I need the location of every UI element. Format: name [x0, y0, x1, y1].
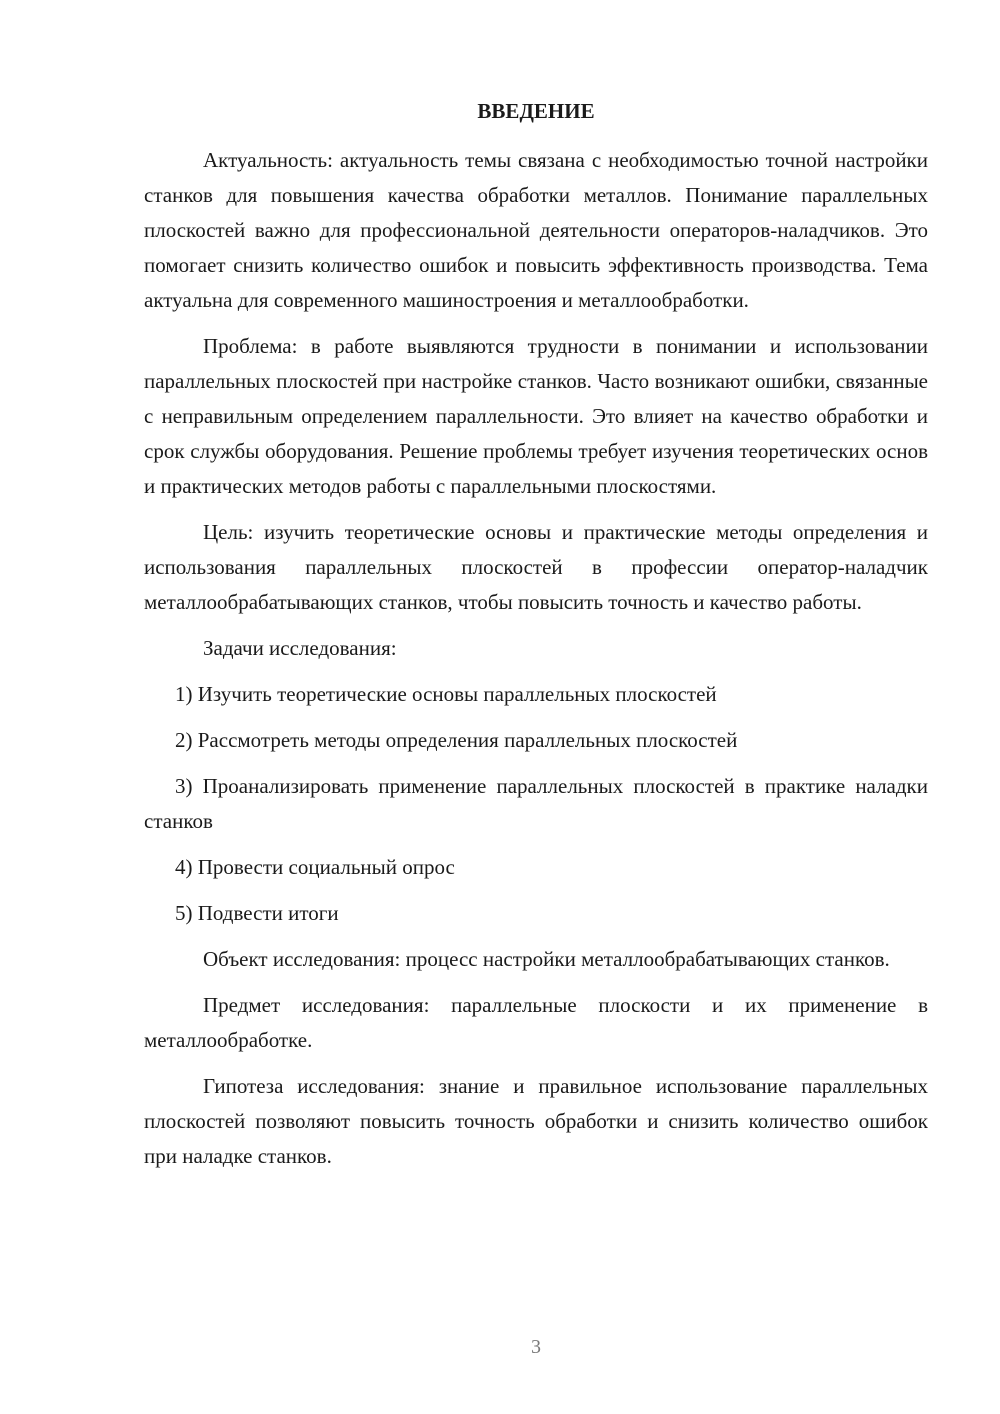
task-item-5: 5) Подвести итоги [175, 901, 339, 925]
paragraph-relevance: Актуальность: актуальность темы связана с необходимостью точной настройки станков для повышения качества обработки металлов. Понимание параллельных плоскостей важно для профессиональной деятельности операторов-наладчиков. Это помогает снизить количество ошибок и повысить эффективность производства. Тема актуальна для современного машиностроения и металлообработки. [144, 148, 928, 312]
paragraph-tasks-heading: Задачи исследования: [203, 636, 397, 660]
task-item-2: 2) Рассмотреть методы определения параллельных плоскостей [175, 728, 738, 752]
document-body [144, 143, 928, 1185]
paragraph-goal: Цель: изучить теоретические основы и практические методы определения и использования параллельных плоскостей в профессии оператор-наладчик металлообрабатывающих станков, чтобы повысить точность и качество работы. [144, 520, 928, 614]
paragraph-problem: Проблема: в работе выявляются трудности в понимании и использовании параллельных плоскостей при настройке станков. Часто возникают ошибки, связанные с неправильным определением параллельности. Это влияет на качество обработки и срок службы оборудования. Решение проблемы требует изучения теоретических основ и практических методов работы с параллельными плоскостями. [144, 334, 928, 498]
task-item-3: 3) Проанализировать применение параллельных плоскостей в практике наладки станков [144, 774, 928, 833]
section-title: ВВЕДЕНИЕ [477, 99, 595, 123]
paragraph-hypothesis: Гипотеза исследования: знание и правильное использование параллельных плоскостей позволяют повысить точность обработки и снизить количество ошибок при наладке станков. [144, 1074, 928, 1168]
task-item-4: 4) Провести социальный опрос [175, 855, 455, 879]
page-number: 3 [531, 1336, 541, 1358]
paragraph-object: Объект исследования: процесс настройки металлообрабатывающих станков. [203, 947, 890, 971]
task-item-1: 1) Изучить теоретические основы параллельных плоскостей [175, 682, 717, 706]
paragraph-subject: Предмет исследования: параллельные плоскости и их применение в металлообработке. [144, 993, 928, 1052]
